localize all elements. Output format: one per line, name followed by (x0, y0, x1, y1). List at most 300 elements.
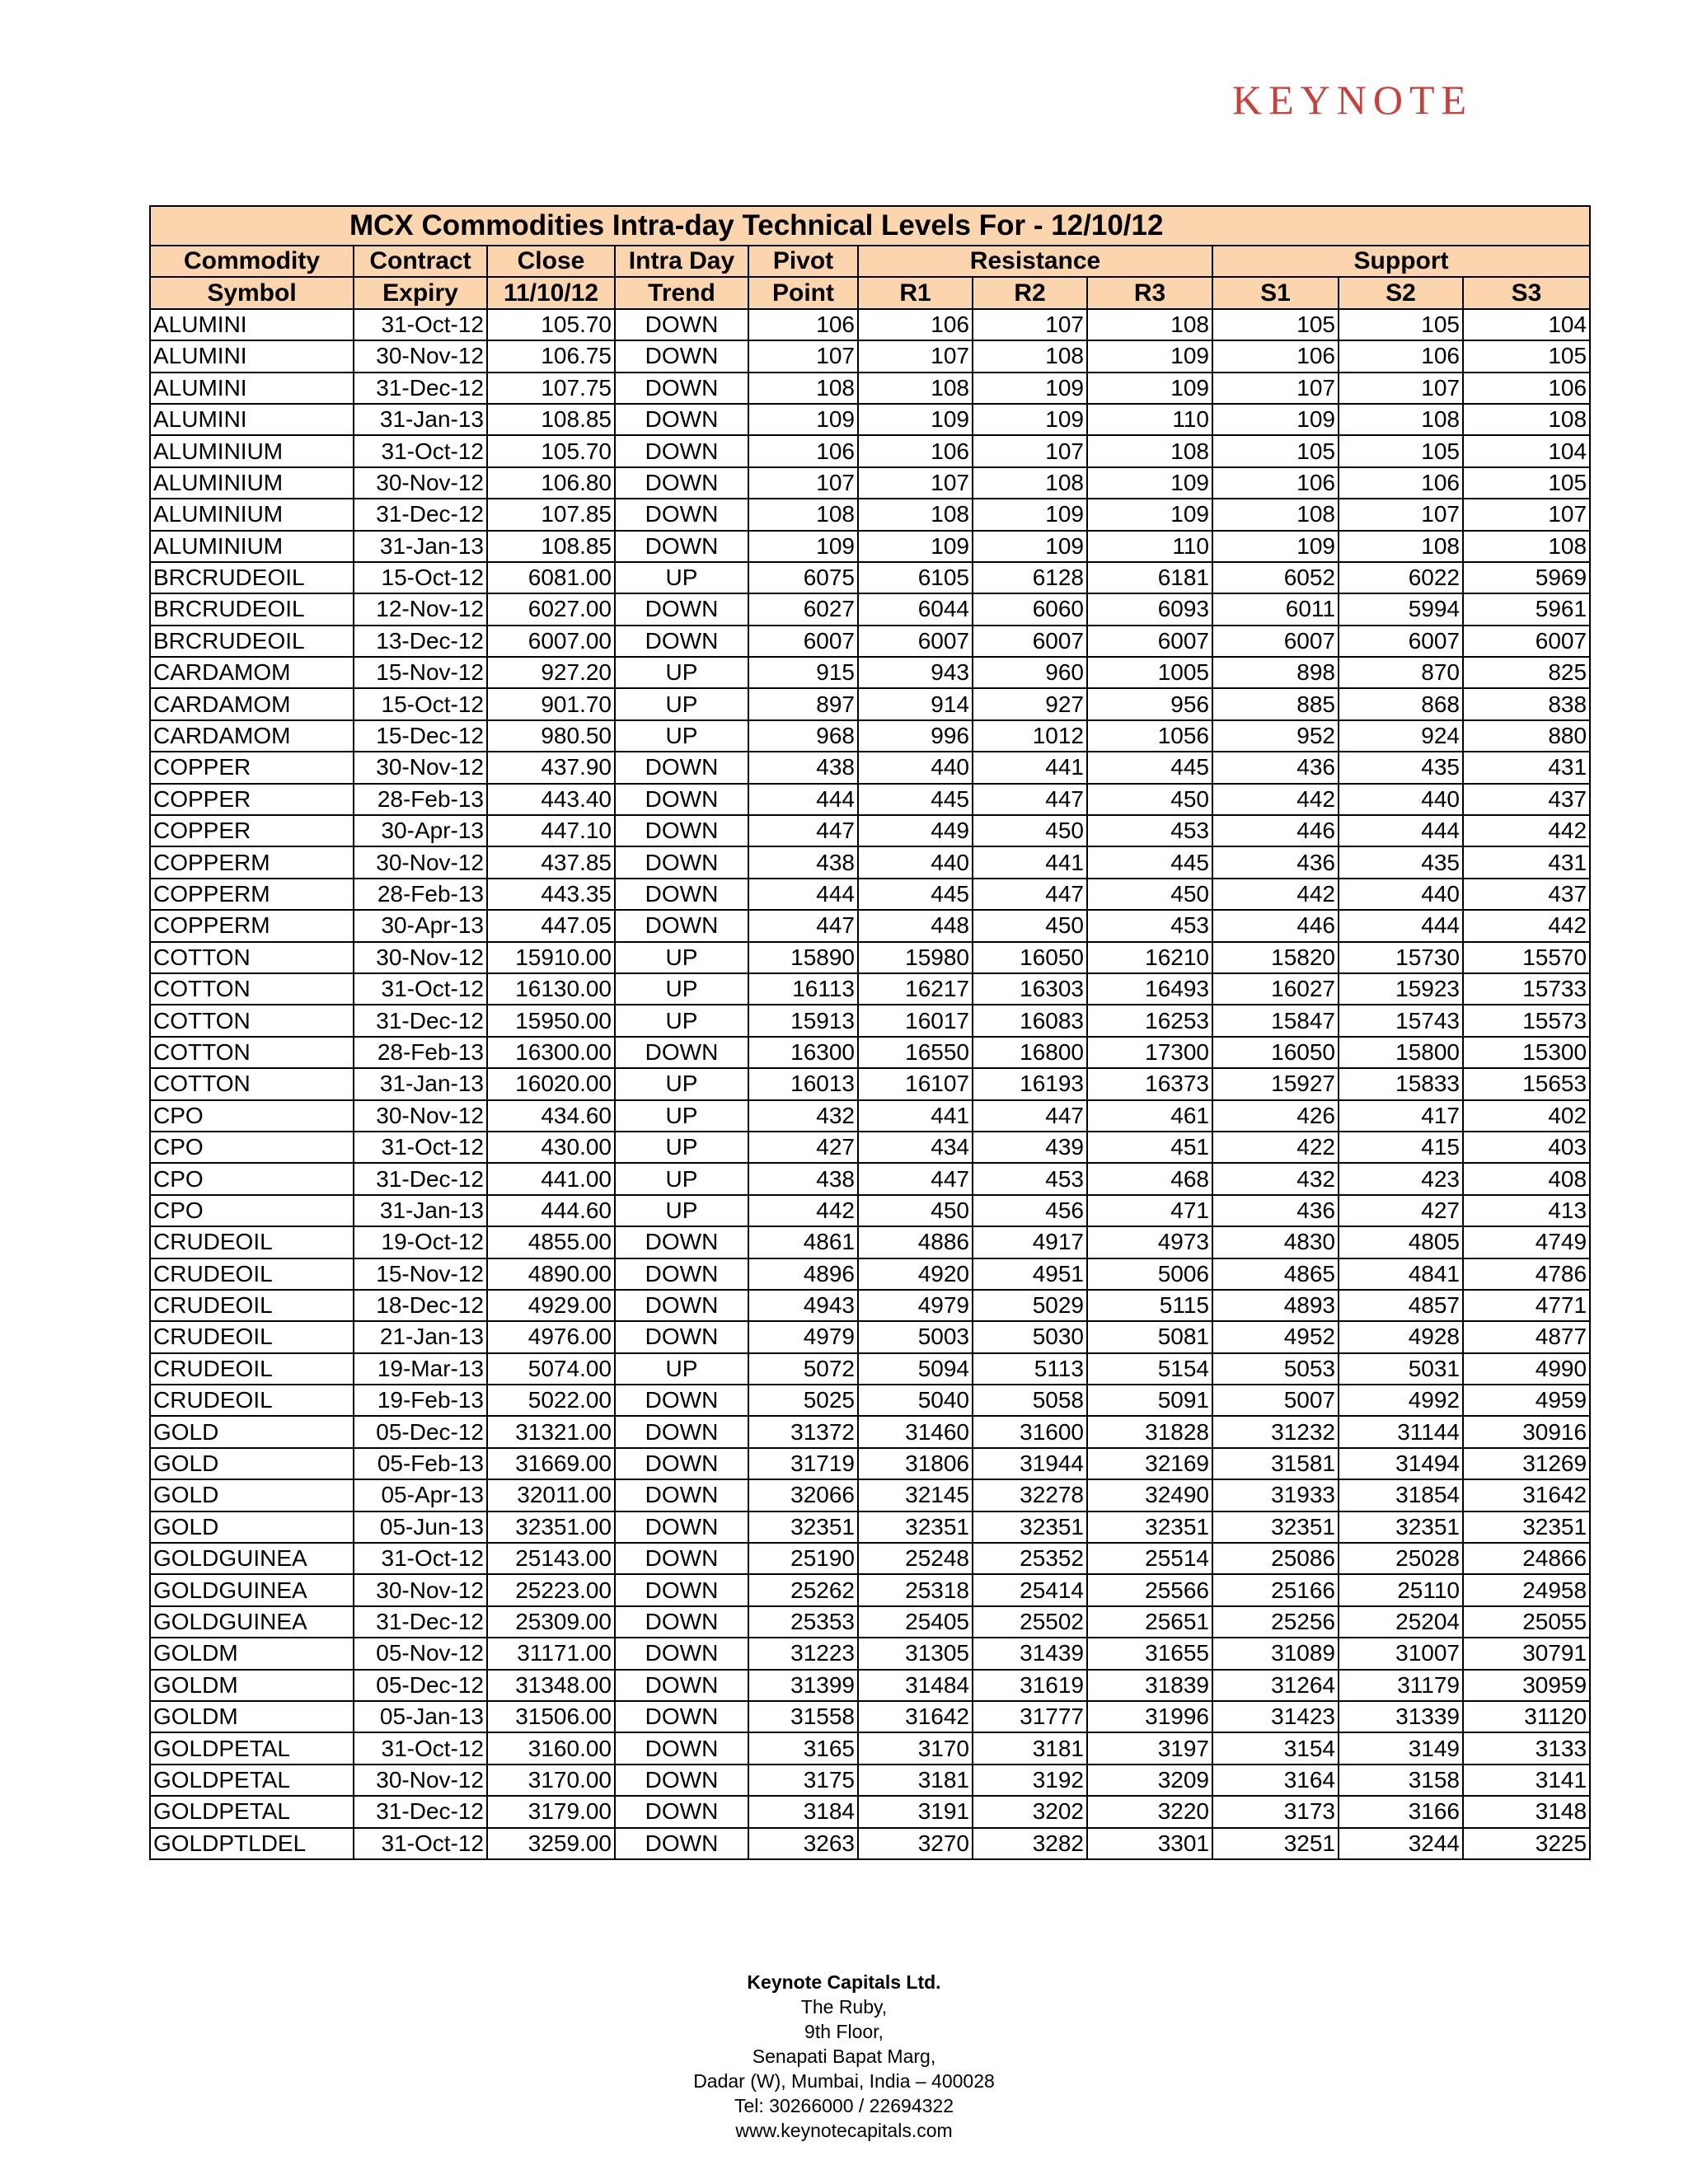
cell-pivot-point: 447 (748, 910, 858, 941)
cell-pivot-point: 444 (748, 784, 858, 815)
cell-contract-expiry: 31-Oct-12 (354, 973, 487, 1005)
cell-contract-expiry: 30-Nov-12 (354, 752, 487, 783)
footer-line: 9th Floor, (804, 2021, 884, 2042)
cell-r2: 5029 (973, 1290, 1087, 1321)
cell-pivot-point: 108 (748, 373, 858, 404)
cell-r1: 441 (858, 1100, 973, 1132)
cell-close-price: 4976.00 (487, 1321, 615, 1352)
cell-close-price: 4890.00 (487, 1258, 615, 1290)
cell-intra-day-trend: DOWN (615, 1796, 748, 1827)
cell-r2: 3282 (973, 1828, 1087, 1859)
cell-s2: 31339 (1339, 1701, 1463, 1732)
cell-s3: 25055 (1463, 1606, 1590, 1638)
cell-r3: 1056 (1087, 720, 1212, 752)
table-row (150, 1037, 1590, 1068)
cell-s3: 3141 (1463, 1765, 1590, 1796)
cell-r3: 110 (1087, 404, 1212, 435)
cell-r2: 441 (973, 752, 1087, 783)
cell-r2: 31777 (973, 1701, 1087, 1732)
table-row (150, 562, 1590, 593)
header-row-2 (150, 277, 1590, 308)
cell-r3: 453 (1087, 910, 1212, 941)
cell-commodity-symbol: COTTON (150, 1068, 354, 1099)
cell-r2: 16050 (973, 942, 1087, 973)
cell-contract-expiry: 30-Apr-13 (354, 815, 487, 846)
cell-r3: 31996 (1087, 1701, 1212, 1732)
table-row (150, 1132, 1590, 1163)
cell-contract-expiry: 05-Dec-12 (354, 1670, 487, 1701)
cell-s2: 3149 (1339, 1732, 1463, 1764)
table-row (150, 1448, 1590, 1479)
cell-r2: 439 (973, 1132, 1087, 1163)
cell-r1: 108 (858, 373, 973, 404)
cell-s2: 15923 (1339, 973, 1463, 1005)
cell-pivot-point: 4943 (748, 1290, 858, 1321)
cell-r2: 3202 (973, 1796, 1087, 1827)
cell-s3: 105 (1463, 467, 1590, 499)
cell-commodity-symbol: GOLDPETAL (150, 1765, 354, 1796)
cell-intra-day-trend: DOWN (615, 1226, 748, 1258)
cell-commodity-symbol: COTTON (150, 1037, 354, 1068)
cell-r3: 31655 (1087, 1638, 1212, 1669)
cell-pivot-point: 25353 (748, 1606, 858, 1638)
cell-contract-expiry: 30-Nov-12 (354, 1765, 487, 1796)
cell-s1: 15927 (1212, 1068, 1339, 1099)
cell-s3: 431 (1463, 846, 1590, 878)
cell-close-price: 444.60 (487, 1195, 615, 1226)
cell-close-price: 15910.00 (487, 942, 615, 973)
cell-contract-expiry: 31-Dec-12 (354, 499, 487, 530)
cell-intra-day-trend: DOWN (615, 1670, 748, 1701)
cell-contract-expiry: 31-Dec-12 (354, 1005, 487, 1036)
cell-r2: 3192 (973, 1765, 1087, 1796)
cell-close-price: 5074.00 (487, 1353, 615, 1385)
cell-s1: 16027 (1212, 973, 1339, 1005)
header-close: Close (487, 246, 615, 277)
cell-s2: 107 (1339, 373, 1463, 404)
cell-r2: 16800 (973, 1037, 1087, 1068)
cell-s1: 4952 (1212, 1321, 1339, 1352)
cell-s1: 5007 (1212, 1385, 1339, 1416)
cell-intra-day-trend: DOWN (615, 1828, 748, 1859)
cell-pivot-point: 968 (748, 720, 858, 752)
cell-intra-day-trend: DOWN (615, 1511, 748, 1543)
cell-pivot-point: 16300 (748, 1037, 858, 1068)
cell-intra-day-trend: DOWN (615, 435, 748, 466)
cell-r2: 3181 (973, 1732, 1087, 1764)
cell-s3: 31269 (1463, 1448, 1590, 1479)
cell-commodity-symbol: CPO (150, 1195, 354, 1226)
cell-r2: 6060 (973, 593, 1087, 625)
cell-r3: 453 (1087, 815, 1212, 846)
cell-s1: 436 (1212, 752, 1339, 783)
header-resistance: Resistance (858, 246, 1212, 277)
cell-r3: 956 (1087, 688, 1212, 719)
cell-close-price: 443.35 (487, 879, 615, 910)
table-row (150, 1638, 1590, 1669)
cell-s2: 435 (1339, 752, 1463, 783)
cell-s3: 15573 (1463, 1005, 1590, 1036)
cell-pivot-point: 4979 (748, 1321, 858, 1352)
cell-intra-day-trend: UP (615, 657, 748, 688)
cell-pivot-point: 32351 (748, 1511, 858, 1543)
cell-commodity-symbol: CRUDEOIL (150, 1226, 354, 1258)
cell-r3: 32351 (1087, 1511, 1212, 1543)
cell-s2: 427 (1339, 1195, 1463, 1226)
cell-s1: 32351 (1212, 1511, 1339, 1543)
cell-r1: 16550 (858, 1037, 973, 1068)
cell-r3: 445 (1087, 752, 1212, 783)
cell-commodity-symbol: GOLDM (150, 1638, 354, 1669)
cell-close-price: 32351.00 (487, 1511, 615, 1543)
cell-r3: 17300 (1087, 1037, 1212, 1068)
cell-r3: 6181 (1087, 562, 1212, 593)
table-row (150, 593, 1590, 625)
cell-commodity-symbol: ALUMINI (150, 309, 354, 340)
cell-commodity-symbol: GOLDPETAL (150, 1732, 354, 1764)
cell-commodity-symbol: COPPERM (150, 910, 354, 941)
cell-close-price: 106.80 (487, 467, 615, 499)
cell-s3: 15570 (1463, 942, 1590, 973)
cell-close-price: 434.60 (487, 1100, 615, 1132)
cell-contract-expiry: 21-Jan-13 (354, 1321, 487, 1352)
cell-s3: 15653 (1463, 1068, 1590, 1099)
cell-r3: 468 (1087, 1163, 1212, 1194)
cell-s1: 426 (1212, 1100, 1339, 1132)
cell-close-price: 107.85 (487, 499, 615, 530)
cell-s1: 109 (1212, 531, 1339, 562)
cell-r2: 447 (973, 784, 1087, 815)
cell-contract-expiry: 13-Dec-12 (354, 626, 487, 657)
cell-r1: 25318 (858, 1574, 973, 1605)
cell-close-price: 105.70 (487, 435, 615, 466)
cell-s3: 32351 (1463, 1511, 1590, 1543)
cell-r2: 16303 (973, 973, 1087, 1005)
cell-contract-expiry: 31-Dec-12 (354, 373, 487, 404)
cell-pivot-point: 447 (748, 815, 858, 846)
cell-s2: 4992 (1339, 1385, 1463, 1416)
cell-pivot-point: 438 (748, 1163, 858, 1194)
cell-commodity-symbol: GOLD (150, 1448, 354, 1479)
technical-levels-table (149, 205, 1591, 1860)
cell-contract-expiry: 30-Nov-12 (354, 846, 487, 878)
cell-r1: 106 (858, 435, 973, 466)
cell-r1: 108 (858, 499, 973, 530)
cell-close-price: 106.75 (487, 340, 615, 372)
cell-r1: 4886 (858, 1226, 973, 1258)
cell-contract-expiry: 31-Dec-12 (354, 1606, 487, 1638)
cell-close-price: 25223.00 (487, 1574, 615, 1605)
cell-r2: 960 (973, 657, 1087, 688)
cell-close-price: 6081.00 (487, 562, 615, 593)
cell-r3: 25514 (1087, 1543, 1212, 1574)
cell-close-price: 3160.00 (487, 1732, 615, 1764)
cell-s2: 31494 (1339, 1448, 1463, 1479)
header-symbol: Symbol (150, 277, 354, 308)
cell-commodity-symbol: ALUMINIUM (150, 499, 354, 530)
cell-s1: 31581 (1212, 1448, 1339, 1479)
cell-pivot-point: 107 (748, 467, 858, 499)
table-row (150, 1732, 1590, 1764)
cell-close-price: 927.20 (487, 657, 615, 688)
cell-pivot-point: 15913 (748, 1005, 858, 1036)
cell-r1: 434 (858, 1132, 973, 1163)
cell-pivot-point: 31372 (748, 1416, 858, 1447)
cell-r3: 6093 (1087, 593, 1212, 625)
cell-pivot-point: 6075 (748, 562, 858, 593)
table-row (150, 1290, 1590, 1321)
cell-r1: 5094 (858, 1353, 973, 1385)
cell-s1: 25086 (1212, 1543, 1339, 1574)
cell-r1: 914 (858, 688, 973, 719)
cell-s3: 107 (1463, 499, 1590, 530)
cell-intra-day-trend: DOWN (615, 1732, 748, 1764)
cell-contract-expiry: 31-Oct-12 (354, 309, 487, 340)
cell-intra-day-trend: DOWN (615, 1574, 748, 1605)
cell-s3: 30791 (1463, 1638, 1590, 1669)
table-row (150, 1511, 1590, 1543)
footer-line: Senapati Bapat Marg, (752, 2046, 936, 2067)
cell-commodity-symbol: COTTON (150, 942, 354, 973)
cell-intra-day-trend: UP (615, 720, 748, 752)
cell-r2: 108 (973, 340, 1087, 372)
table-row (150, 1416, 1590, 1447)
cell-pivot-point: 107 (748, 340, 858, 372)
cell-r2: 32278 (973, 1479, 1087, 1511)
cell-commodity-symbol: GOLDM (150, 1670, 354, 1701)
cell-r1: 16107 (858, 1068, 973, 1099)
cell-r1: 449 (858, 815, 973, 846)
cell-r1: 3181 (858, 1765, 973, 1796)
cell-s1: 442 (1212, 784, 1339, 815)
cell-intra-day-trend: DOWN (615, 404, 748, 435)
cell-intra-day-trend: DOWN (615, 1258, 748, 1290)
table-row (150, 879, 1590, 910)
cell-pivot-point: 6007 (748, 626, 858, 657)
cell-close-price: 16130.00 (487, 973, 615, 1005)
cell-s1: 25166 (1212, 1574, 1339, 1605)
cell-close-price: 25143.00 (487, 1543, 615, 1574)
cell-close-price: 447.10 (487, 815, 615, 846)
cell-contract-expiry: 31-Dec-12 (354, 1796, 487, 1827)
cell-s1: 885 (1212, 688, 1339, 719)
cell-s2: 4857 (1339, 1290, 1463, 1321)
cell-s3: 408 (1463, 1163, 1590, 1194)
cell-s2: 32351 (1339, 1511, 1463, 1543)
cell-r2: 32351 (973, 1511, 1087, 1543)
cell-s3: 413 (1463, 1195, 1590, 1226)
cell-r3: 109 (1087, 467, 1212, 499)
cell-pivot-point: 438 (748, 752, 858, 783)
cell-s1: 436 (1212, 846, 1339, 878)
cell-r3: 5091 (1087, 1385, 1212, 1416)
cell-r3: 1005 (1087, 657, 1212, 688)
cell-intra-day-trend: UP (615, 1005, 748, 1036)
cell-contract-expiry: 31-Jan-13 (354, 1068, 487, 1099)
cell-r3: 31839 (1087, 1670, 1212, 1701)
table-row (150, 752, 1590, 783)
cell-s3: 104 (1463, 435, 1590, 466)
cell-contract-expiry: 30-Nov-12 (354, 467, 487, 499)
cell-close-price: 3259.00 (487, 1828, 615, 1859)
cell-contract-expiry: 05-Nov-12 (354, 1638, 487, 1669)
cell-r3: 4973 (1087, 1226, 1212, 1258)
cell-contract-expiry: 31-Oct-12 (354, 1828, 487, 1859)
cell-r1: 107 (858, 467, 973, 499)
table-row (150, 1353, 1590, 1385)
table-row (150, 309, 1590, 340)
cell-commodity-symbol: BRCRUDEOIL (150, 593, 354, 625)
cell-r3: 445 (1087, 846, 1212, 878)
cell-s1: 5053 (1212, 1353, 1339, 1385)
cell-r3: 109 (1087, 373, 1212, 404)
cell-s3: 30959 (1463, 1670, 1590, 1701)
cell-commodity-symbol: CARDAMOM (150, 720, 354, 752)
cell-contract-expiry: 31-Oct-12 (354, 1732, 487, 1764)
table-row (150, 973, 1590, 1005)
cell-r3: 110 (1087, 531, 1212, 562)
cell-r2: 16083 (973, 1005, 1087, 1036)
cell-contract-expiry: 19-Oct-12 (354, 1226, 487, 1258)
cell-contract-expiry: 19-Mar-13 (354, 1353, 487, 1385)
table-row (150, 1163, 1590, 1194)
table-row (150, 1828, 1590, 1859)
cell-commodity-symbol: GOLD (150, 1416, 354, 1447)
cell-s1: 422 (1212, 1132, 1339, 1163)
cell-r1: 31642 (858, 1701, 973, 1732)
cell-r2: 107 (973, 435, 1087, 466)
cell-s1: 106 (1212, 467, 1339, 499)
cell-s3: 403 (1463, 1132, 1590, 1163)
cell-commodity-symbol: COPPERM (150, 879, 354, 910)
cell-intra-day-trend: DOWN (615, 373, 748, 404)
cell-s2: 25204 (1339, 1606, 1463, 1638)
cell-s1: 6007 (1212, 626, 1339, 657)
cell-s3: 108 (1463, 531, 1590, 562)
cell-r1: 15980 (858, 942, 973, 973)
cell-intra-day-trend: DOWN (615, 1638, 748, 1669)
cell-s3: 4990 (1463, 1353, 1590, 1385)
header-r3: R3 (1087, 277, 1212, 308)
table-row (150, 910, 1590, 941)
table-row (150, 404, 1590, 435)
footer-address (0, 1970, 1688, 2143)
cell-s2: 31854 (1339, 1479, 1463, 1511)
cell-s2: 106 (1339, 340, 1463, 372)
table-row (150, 1670, 1590, 1701)
cell-commodity-symbol: CRUDEOIL (150, 1385, 354, 1416)
cell-r1: 109 (858, 531, 973, 562)
cell-pivot-point: 3184 (748, 1796, 858, 1827)
cell-commodity-symbol: CRUDEOIL (150, 1321, 354, 1352)
cell-contract-expiry: 19-Feb-13 (354, 1385, 487, 1416)
cell-contract-expiry: 31-Oct-12 (354, 1543, 487, 1574)
cell-commodity-symbol: COPPER (150, 752, 354, 783)
cell-s2: 31144 (1339, 1416, 1463, 1447)
cell-s1: 3251 (1212, 1828, 1339, 1859)
header-trend-2: Trend (615, 277, 748, 308)
cell-close-price: 32011.00 (487, 1479, 615, 1511)
cell-s2: 31179 (1339, 1670, 1463, 1701)
cell-s1: 105 (1212, 435, 1339, 466)
cell-intra-day-trend: UP (615, 688, 748, 719)
cell-r3: 5115 (1087, 1290, 1212, 1321)
cell-intra-day-trend: UP (615, 1068, 748, 1099)
footer-line: Tel: 30266000 / 22694322 (734, 2095, 954, 2116)
cell-r3: 450 (1087, 784, 1212, 815)
cell-s2: 870 (1339, 657, 1463, 688)
cell-intra-day-trend: UP (615, 1132, 748, 1163)
cell-r1: 31305 (858, 1638, 973, 1669)
cell-s3: 442 (1463, 910, 1590, 941)
table-row (150, 531, 1590, 562)
cell-s3: 437 (1463, 879, 1590, 910)
cell-commodity-symbol: ALUMINI (150, 340, 354, 372)
cell-r3: 31828 (1087, 1416, 1212, 1447)
cell-commodity-symbol: GOLDPTLDEL (150, 1828, 354, 1859)
cell-r1: 3170 (858, 1732, 973, 1764)
cell-s3: 31642 (1463, 1479, 1590, 1511)
cell-contract-expiry: 30-Nov-12 (354, 340, 487, 372)
cell-r2: 927 (973, 688, 1087, 719)
cell-r3: 109 (1087, 340, 1212, 372)
cell-intra-day-trend: DOWN (615, 1543, 748, 1574)
cell-s1: 109 (1212, 404, 1339, 435)
cell-close-price: 430.00 (487, 1132, 615, 1163)
table-row (150, 626, 1590, 657)
cell-pivot-point: 31223 (748, 1638, 858, 1669)
table-body (150, 309, 1590, 1859)
cell-intra-day-trend: DOWN (615, 467, 748, 499)
cell-r2: 441 (973, 846, 1087, 878)
cell-r2: 5030 (973, 1321, 1087, 1352)
cell-contract-expiry: 05-Dec-12 (354, 1416, 487, 1447)
cell-s1: 898 (1212, 657, 1339, 688)
cell-s3: 24958 (1463, 1574, 1590, 1605)
cell-s1: 108 (1212, 499, 1339, 530)
cell-r2: 16193 (973, 1068, 1087, 1099)
cell-s1: 3164 (1212, 1765, 1339, 1796)
cell-r1: 440 (858, 752, 973, 783)
cell-s3: 105 (1463, 340, 1590, 372)
cell-r2: 31944 (973, 1448, 1087, 1479)
table-title: MCX Commodities Intra-day Technical Levels For - 12/10/12 (150, 206, 1590, 246)
cell-intra-day-trend: DOWN (615, 879, 748, 910)
cell-r2: 109 (973, 499, 1087, 530)
cell-s1: 432 (1212, 1163, 1339, 1194)
table-row (150, 657, 1590, 688)
cell-pivot-point: 3263 (748, 1828, 858, 1859)
cell-pivot-point: 109 (748, 531, 858, 562)
cell-commodity-symbol: ALUMINI (150, 404, 354, 435)
cell-r1: 6007 (858, 626, 973, 657)
cell-s2: 3244 (1339, 1828, 1463, 1859)
cell-s1: 15847 (1212, 1005, 1339, 1036)
cell-r1: 440 (858, 846, 973, 878)
cell-r2: 107 (973, 309, 1087, 340)
cell-pivot-point: 16013 (748, 1068, 858, 1099)
header-row-1 (150, 246, 1590, 277)
cell-commodity-symbol: COPPER (150, 815, 354, 846)
cell-s2: 4841 (1339, 1258, 1463, 1290)
cell-r2: 4951 (973, 1258, 1087, 1290)
cell-s1: 6011 (1212, 593, 1339, 625)
cell-intra-day-trend: UP (615, 1163, 748, 1194)
cell-commodity-symbol: GOLDGUINEA (150, 1574, 354, 1605)
cell-close-price: 31348.00 (487, 1670, 615, 1701)
cell-s1: 31933 (1212, 1479, 1339, 1511)
cell-pivot-point: 3165 (748, 1732, 858, 1764)
